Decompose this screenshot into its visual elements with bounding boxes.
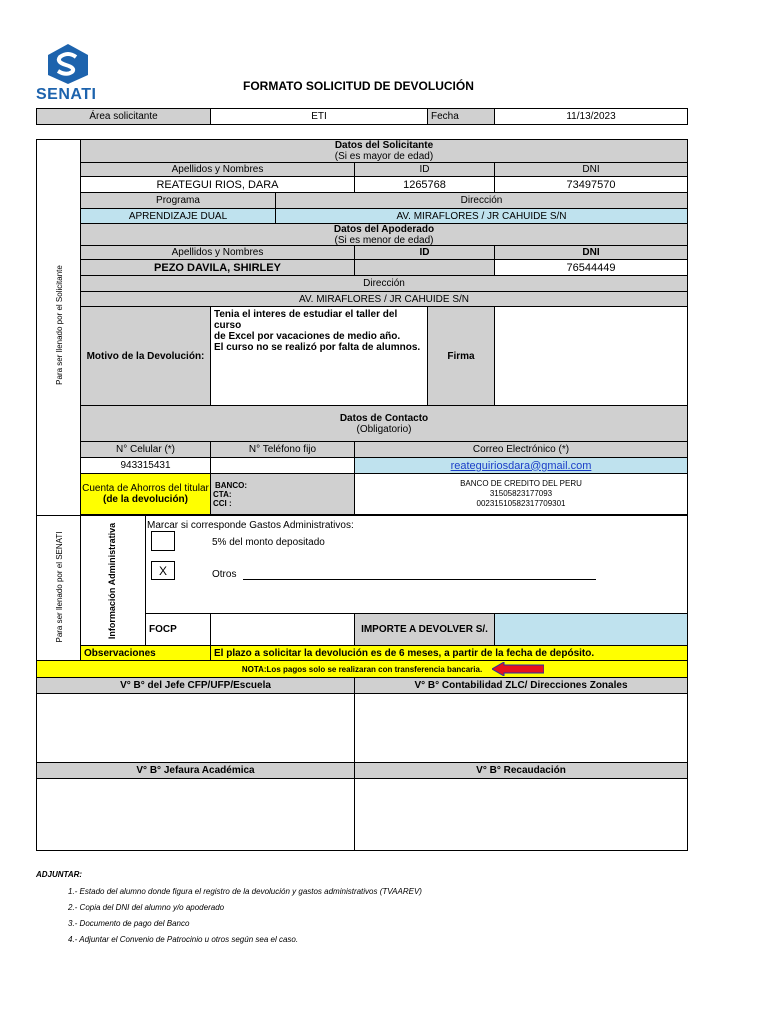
- logo-text: SENATI: [36, 86, 97, 103]
- focp-value: [210, 613, 355, 646]
- info-admin-label: Información Administrativa: [107, 522, 117, 640]
- cci-label: CCI :: [213, 498, 232, 508]
- focp-label: FOCP: [145, 613, 211, 646]
- banco-value: BANCO DE CREDITO DEL PERU: [460, 479, 582, 488]
- sol-col-nombres: Apellidos y Nombres: [80, 162, 355, 177]
- vb-contabilidad-box: [354, 693, 688, 763]
- motivo-line-1: Tenia el interes de estudiar el taller del curso: [214, 309, 398, 331]
- col-correo: Correo Electrónico (*): [354, 441, 688, 458]
- col-telefono: N° Teléfono fijo: [210, 441, 355, 458]
- vb-contabilidad-label: V° B° Contabilidad ZLC/ Direcciones Zonales: [354, 677, 688, 694]
- firma-box: [494, 306, 688, 406]
- firma-label: Firma: [427, 306, 495, 406]
- option-otros-text: Otros: [212, 569, 237, 580]
- otros-underline: [243, 579, 596, 580]
- senati-logo-icon: [36, 42, 100, 84]
- correo-value[interactable]: reateguiriosdara@gmail.com: [354, 457, 688, 474]
- option-otros-checkbox[interactable]: X: [151, 561, 175, 580]
- side-label-solicitante: Para ser llenado por el Solicitante: [55, 265, 64, 385]
- col-celular: N° Celular (*): [80, 441, 211, 458]
- sol-programa: APRENDIZAJE DUAL: [80, 208, 276, 224]
- motivo-text: [210, 306, 428, 406]
- vb-jefe-label: V° B° del Jefe CFP/UFP/Escuela: [36, 677, 355, 694]
- contacto-header: [80, 405, 688, 442]
- sol-col-id: ID: [354, 162, 495, 177]
- solicitante-title: Datos del Solicitante: [334, 140, 434, 151]
- apo-col-dni: DNI: [494, 245, 688, 260]
- side-label-senati: Para ser llenado por el SENATI: [55, 531, 64, 643]
- observaciones-label: Observaciones: [80, 645, 211, 661]
- arrow-left-icon: [492, 662, 544, 676]
- banco-values: [354, 473, 688, 515]
- adjuntar-item: 2.- Copia del DNI del alumno y/o apoderado: [68, 903, 225, 912]
- sol-nombres: REATEGUI RIOS, DARA: [80, 176, 355, 193]
- page-title: FORMATO SOLICITUD DE DEVOLUCIÓN: [243, 79, 474, 93]
- vb-jefatura-label: V° B° Jefaura Académica: [36, 762, 355, 779]
- fecha-value: 11/13/2023: [494, 108, 688, 125]
- cci-value: 00231510582317709301: [476, 499, 566, 508]
- celular-value: 943315431: [80, 457, 211, 474]
- adjuntar-title: ADJUNTAR:: [36, 870, 83, 879]
- motivo-line-3: El curso no se realizó por falta de alumnos.: [214, 342, 421, 353]
- cuenta-label: [80, 473, 211, 515]
- area-value: ETI: [210, 108, 428, 125]
- option-5pct-checkbox[interactable]: [151, 531, 175, 551]
- adjuntar-item: 1.- Estado del alumno donde figura el registro de la devolución y gastos administrativos (TVAAREV): [68, 887, 422, 896]
- sol-dni: 73497570: [494, 176, 688, 193]
- apoderado-title: Datos del Apoderado: [333, 223, 435, 235]
- cuenta-label-1: Cuenta de Ahorros del titular: [82, 483, 209, 494]
- adjuntar-item: 3.- Documento de pago del Banco: [68, 919, 190, 928]
- vb-recaudacion-box: [354, 778, 688, 851]
- apoderado-subtitle: (Si es menor de edad): [334, 234, 434, 246]
- apo-col-direccion: Dirección: [80, 275, 688, 292]
- banco-label: BANCO:: [215, 480, 247, 490]
- cta-value: 31505823177093: [489, 489, 553, 498]
- adjuntar-item: 4.- Adjuntar el Convenio de Patrocinio u otros según sea el caso.: [68, 935, 299, 944]
- marcar-text: Marcar si corresponde Gastos Administrativos:: [147, 520, 354, 531]
- sol-id: 1265768: [354, 176, 495, 193]
- vb-recaudacion-label: V° B° Recaudación: [354, 762, 688, 779]
- apo-col-id: ID: [354, 245, 495, 260]
- importe-value: [494, 613, 688, 646]
- telefono-value: [210, 457, 355, 474]
- apo-id: [354, 259, 495, 276]
- vb-jefe-box: [36, 693, 355, 763]
- sol-col-dni: DNI: [494, 162, 688, 177]
- nota-text: NOTA:Los pagos solo se realizaran con transferencia bancaria.: [36, 660, 688, 678]
- apo-direccion: AV. MIRAFLORES / JR CAHUIDE S/N: [80, 291, 688, 307]
- cta-label: CTA:: [213, 489, 232, 499]
- vb-jefatura-box: [36, 778, 355, 851]
- motivo-label: Motivo de la Devolución:: [80, 306, 211, 406]
- sol-col-direccion: Dirección: [275, 192, 688, 209]
- apo-dni: 76544449: [494, 259, 688, 276]
- solicitante-subtitle: (Si es mayor de edad): [334, 151, 434, 162]
- senati-logo: [36, 42, 100, 104]
- sol-col-programa: Programa: [80, 192, 276, 209]
- sol-direccion: AV. MIRAFLORES / JR CAHUIDE S/N: [275, 208, 688, 224]
- plazo-text: El plazo a solicitar la devolución es de 6 meses, a partir de la fecha de depósito.: [210, 645, 688, 661]
- fecha-label: Fecha: [427, 108, 495, 125]
- importe-label: IMPORTE A DEVOLVER S/.: [354, 613, 495, 646]
- solicitante-header: [80, 139, 688, 163]
- apoderado-header: [80, 223, 688, 246]
- apo-col-nombres: Apellidos y Nombres: [80, 245, 355, 260]
- senati-section-top: [36, 515, 688, 516]
- contacto-subtitle: (Obligatorio): [356, 423, 412, 435]
- option-5pct-text: 5% del monto depositado: [212, 537, 325, 548]
- apo-nombres: PEZO DAVILA, SHIRLEY: [80, 259, 355, 276]
- cuenta-label-2: (de la devolución): [102, 494, 188, 505]
- area-label: Área solicitante: [36, 108, 211, 125]
- motivo-line-2: de Excel por vacaciones de medio año.: [214, 331, 401, 342]
- banco-labels: [210, 473, 355, 515]
- contacto-title: Datos de Contacto: [339, 412, 429, 424]
